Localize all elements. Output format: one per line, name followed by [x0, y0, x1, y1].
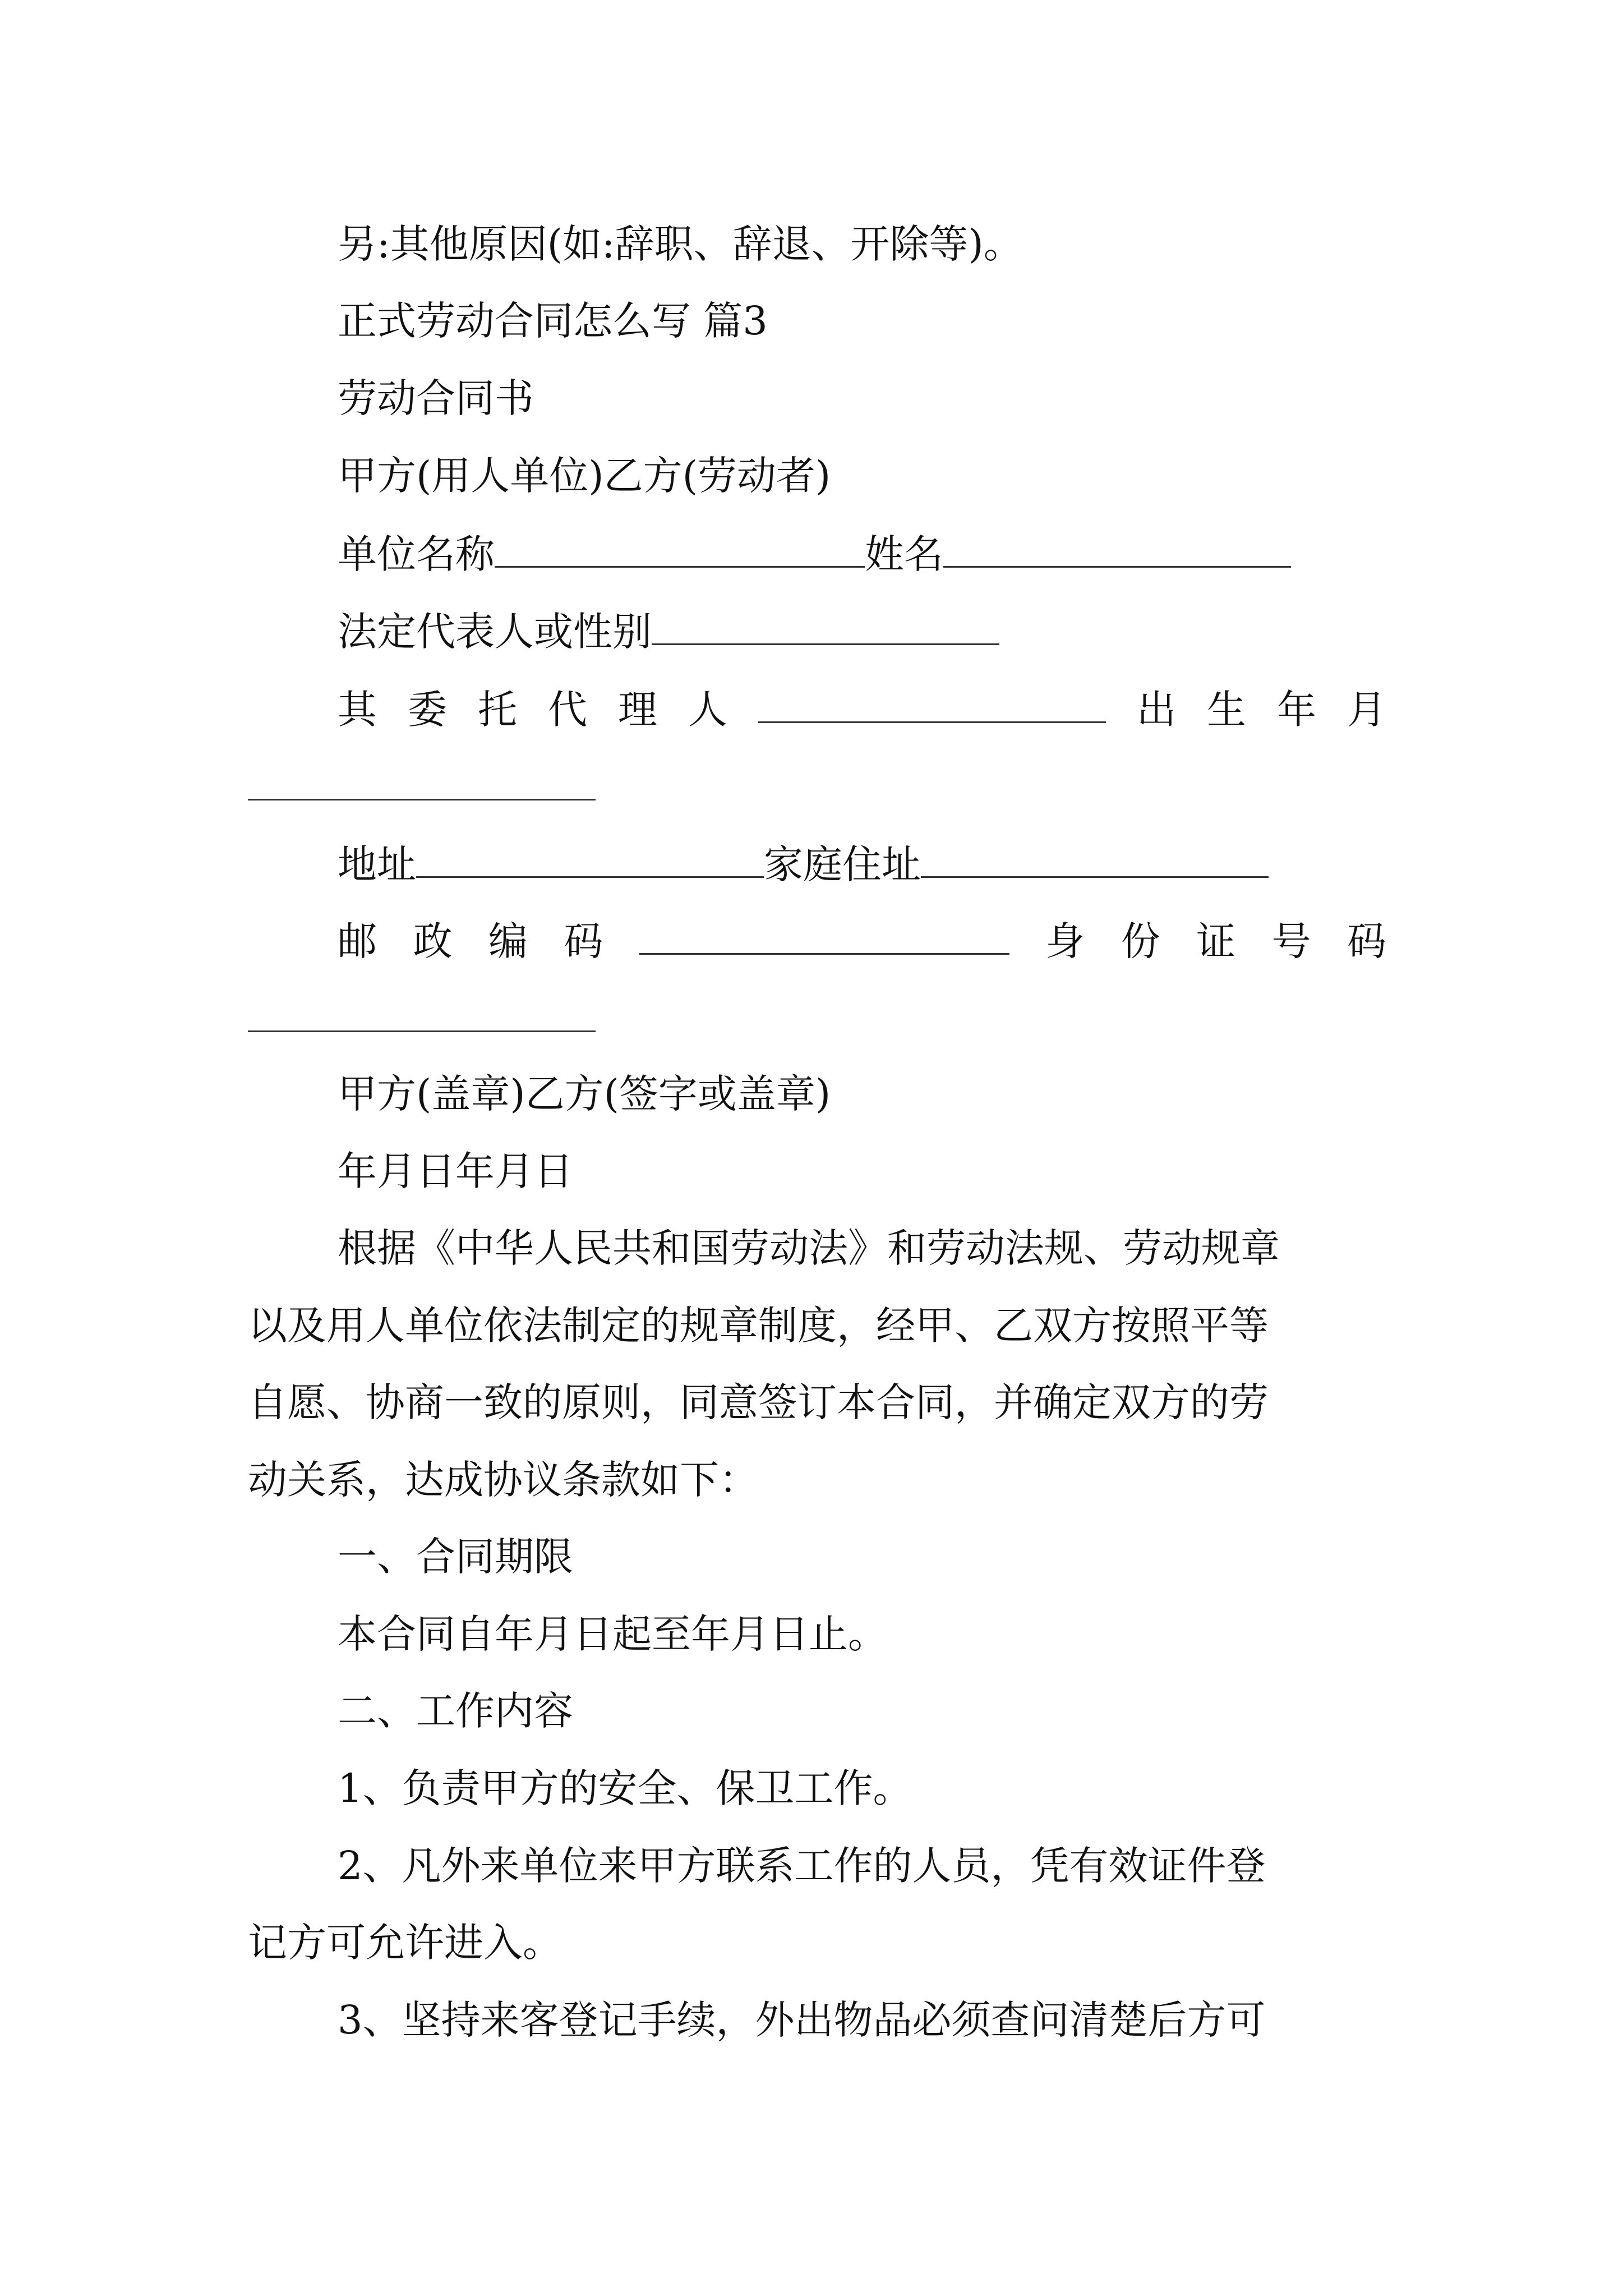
postal-row — [338, 912, 1386, 969]
paragraph-line: 根据《中华人民共和国劳动法》和劳动法规、劳动规章 — [338, 1225, 1280, 1271]
id-blank-row — [248, 989, 1386, 1047]
agent-blank[interactable] — [758, 680, 1106, 723]
home-address-label: 家庭住址 — [764, 841, 921, 887]
id-char: 份 — [1121, 918, 1160, 964]
agent-char: 委 — [408, 687, 447, 733]
agent-char: 托 — [478, 687, 517, 733]
birth-char: 生 — [1207, 687, 1246, 733]
address-label: 地址 — [338, 841, 416, 887]
id-char: 身 — [1045, 918, 1085, 964]
list-item: 3、坚持来客登记手续，外出物品必须查问清楚后方可 — [338, 1997, 1266, 2043]
company-name-label: 单位名称 — [338, 531, 495, 577]
id-char: 码 — [1347, 918, 1386, 964]
birth-date-blank[interactable] — [248, 757, 596, 800]
seal-line: 甲方(盖章)乙方(签字或盖章) — [338, 1071, 831, 1117]
birth-char: 月 — [1347, 687, 1386, 733]
list-item: 2、凡外来单位来甲方联系工作的人员，凭有效证件登 — [338, 1843, 1266, 1889]
section-title: 正式劳动合同怎么写 篇3 — [338, 298, 768, 344]
agent-char: 代 — [548, 687, 587, 733]
name-blank[interactable] — [943, 524, 1291, 568]
company-name-row — [338, 524, 1386, 582]
section-heading: 二、工作内容 — [338, 1688, 573, 1734]
id-char: 号 — [1271, 918, 1311, 964]
id-number-blank[interactable] — [248, 989, 596, 1032]
company-name-blank[interactable] — [495, 524, 865, 568]
address-blank[interactable] — [416, 835, 764, 878]
postal-char: 编 — [488, 918, 528, 964]
list-item: 1、负责甲方的安全、保卫工作。 — [338, 1765, 912, 1811]
agent-char: 人 — [688, 687, 727, 733]
legal-rep-label: 法定代表人或性别 — [338, 609, 652, 655]
date-line: 年月日年月日 — [338, 1148, 573, 1194]
legal-rep-blank[interactable] — [652, 602, 999, 645]
birth-char: 年 — [1277, 687, 1316, 733]
paragraph-line: 自愿、协商一致的原则，同意签订本合同，并确定双方的劳 — [248, 1379, 1269, 1425]
list-item-continuation: 记方可允许进入。 — [248, 1920, 562, 1966]
postal-char: 邮 — [338, 918, 377, 964]
postal-blank[interactable] — [639, 912, 1009, 955]
home-address-blank[interactable] — [921, 835, 1269, 878]
agent-char: 其 — [338, 687, 377, 733]
parties-line: 甲方(用人单位)乙方(劳动者) — [338, 453, 831, 499]
text-line: 另:其他原因(如:辞职、辞退、开除等)。 — [338, 221, 1023, 267]
name-label: 姓名 — [865, 531, 943, 577]
id-char: 证 — [1196, 918, 1236, 964]
postal-char: 码 — [564, 918, 603, 964]
document-title: 劳动合同书 — [338, 375, 534, 421]
paragraph-line: 以及用人单位依法制定的规章制度，经甲、乙双方按照平等 — [248, 1303, 1269, 1349]
birth-char: 出 — [1137, 687, 1176, 733]
postal-char: 政 — [413, 918, 453, 964]
address-row — [338, 835, 1386, 892]
birth-blank-row — [248, 757, 1386, 815]
agent-char: 理 — [618, 687, 657, 733]
contract-term: 本合同自年月日起至年月日止。 — [338, 1611, 887, 1657]
section-heading: 一、合同期限 — [338, 1534, 573, 1580]
paragraph-line: 动关系，达成协议条款如下： — [248, 1457, 758, 1503]
legal-rep-row — [338, 602, 1386, 660]
agent-row — [338, 680, 1386, 738]
